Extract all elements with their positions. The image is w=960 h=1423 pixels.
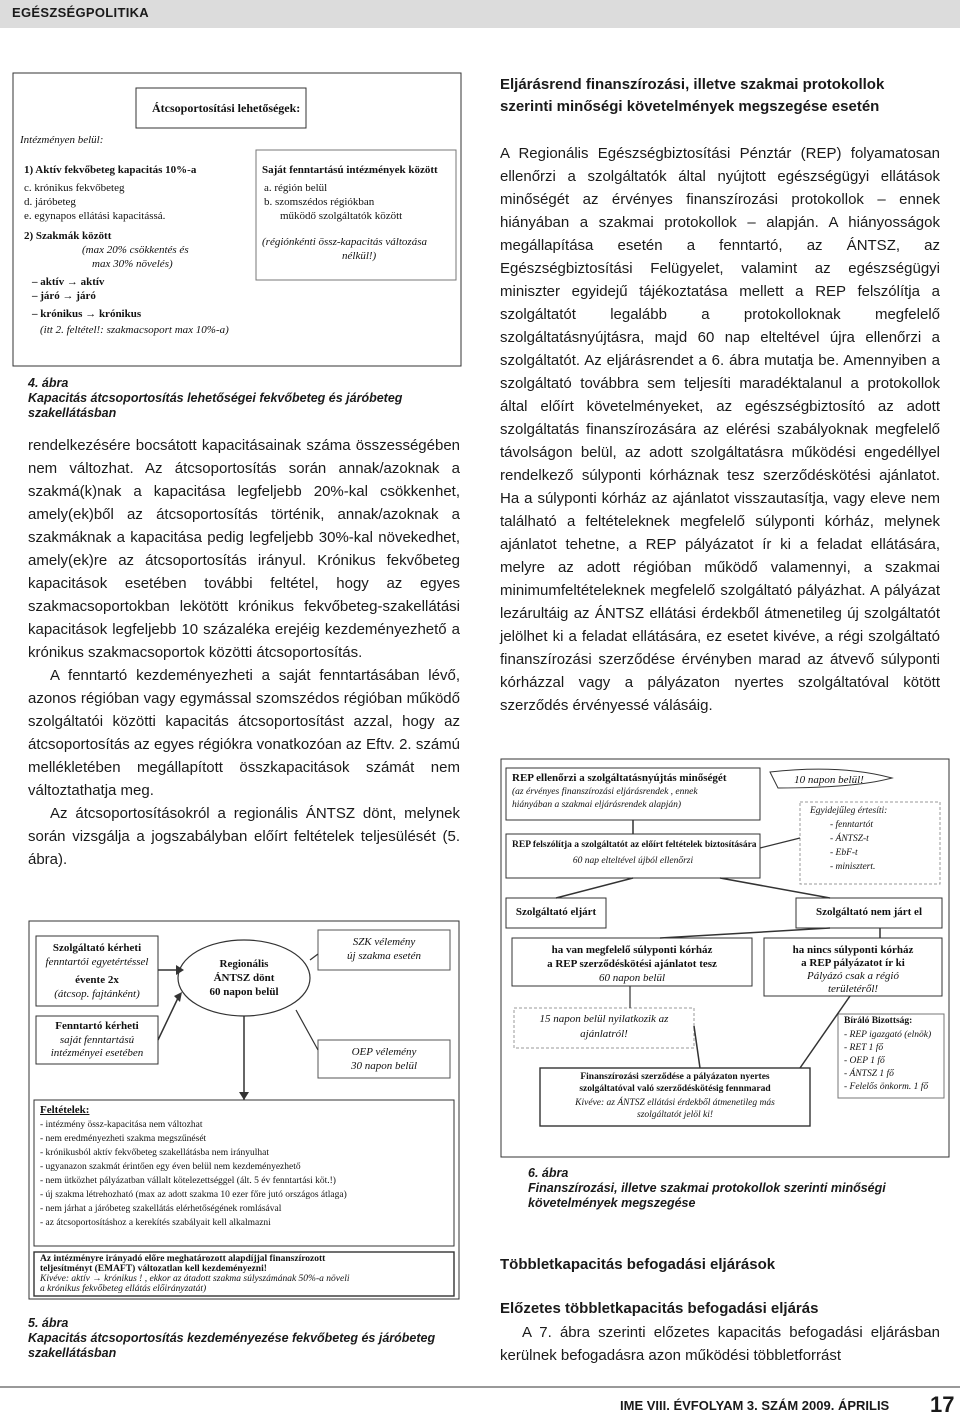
figure-4-item: – járó → járó [32,290,96,302]
figure-5-number: 5. ábra [28,1316,69,1330]
figure-5 [28,920,460,1300]
figure-5-szk-text: SZK vélemény [352,936,416,948]
figure-5-note: a krónikus fekvőbeteg ellátás előirányzatát) [40,1284,207,1294]
figure-6-box-text: hiányában a szakmai eljárásrendek alapján) [512,800,682,810]
figure-5-condition: - nem ütközhet pályázatban vállalt kötelezettséggel (ált. 5 év fenntartási köt.!) [40,1176,336,1186]
figure-5-condition: - nem járhat a járóbeteg szakellátás elérhetőségének romlásával [40,1204,282,1214]
figure-4-item: d. járóbeteg [24,196,76,208]
figure-6-box-text: ha nincs súlyponti kórház [792,944,914,956]
figure-5-szk-text: új szakma esetén [347,950,421,962]
paragraph: rendelkezésére bocsátott kapacitásainak száma összességében nem változhat. Az átcsoportosítás során annak/azoknak a szakmá(k)nak a kapacitása legfeljebb 20%-kal csökkenhet, amely(ek)ből az átcsoportosítás történik, annak/azoknak a szakmáknak a kapacitása pedig legfeljebb 30%-kal növekedhet, amely(ek)re az átcsoportosítás irányul. Krónikus fekvőbeteg kapacitások esetében további feltétel, hogy az egyes szakmacsoportokban lekötött krónikus fekvőbeteg-szakellátási kapacitások legfeljebb 10 százaléka erejéig kezdeményezhető a krónikus szakmacsoportok közötti átcsoportosítás. [28,437,460,661]
figure-6-panel-item: - OEP 1 fő [844,1056,885,1066]
figure-5-note: Kivéve: aktív → krónikus ! , ekkor az átadott szakma súlyszámának 50%-a növeli [40,1274,350,1284]
figure-4-item: e. egynapos ellátási kapacitássá. [24,210,166,222]
figure-4-right-heading: Saját fenntartású intézmények között [262,164,438,176]
figure-5-condition: - az átcsoportosításhoz a kerekítés szabályait kell alkalmazni [40,1218,271,1228]
figure-6-inform: - minisztert. [830,862,876,872]
figure-6 [500,758,950,1158]
subsection-heading: Előzetes többletkapacitás befogadási eljárás [500,1300,819,1317]
figure-6-days: 10 napon belül! [794,774,864,786]
figure-5-caption [28,1316,458,1361]
figure-4-note: nélkül!) [342,250,377,262]
figure-6-box-text: Kivéve: az ÁNTSZ ellátási érdekből átmenetileg más [575,1098,775,1108]
figure-4-item: – aktív → aktív [32,276,105,288]
right-bottom-text [500,1321,940,1367]
figure-5-condition: - új szakma létrehozható (max az adott szakma 10 ezer főre jutó országos átlaga) [40,1190,347,1200]
figure-6-box-text: 60 nap elteltével újból ellenőrzi [572,856,694,866]
figure-6-inform: Egyidejűleg értesíti: [810,806,888,816]
figure-5-decision-text: Regionális [219,958,269,970]
figure-6-panel-item: - REP igazgató (elnök) [844,1030,932,1040]
paragraph: A 7. ábra szerinti előzetes kapacitás befogadási eljárásban kerülnek befogadásra azon működési többletforrást [500,1324,940,1364]
figure-4-item: (max 20% csökkentés és [82,244,189,256]
figure-5-box-text: évente 2x [75,974,119,986]
figure-6-ok: Szolgáltató eljárt [515,906,597,918]
figure-4-title: Átcsoportosítási lehetőségek: [152,101,301,115]
figure-6-box-text: (az érvényes finanszírozási eljárásrendek , ennek [512,787,698,797]
figure-6-box-text: 60 napon belül [599,972,665,984]
figure-5-oep-text: 30 napon belül [351,1060,417,1072]
figure-4-item: – krónikus → krónikus [32,308,142,320]
figure-4-number: 4. ábra [28,376,69,390]
figure-5-box-text: saját fenntartású [59,1034,135,1046]
figure-4-caption [28,376,458,421]
figure-4-right-item: működő szolgáltatók között [280,210,403,222]
figure-5-condition: - krónikusból aktív fekvőbeteg szakellátásba nem irányulhat [40,1148,269,1158]
figure-4 [12,72,462,367]
figure-6-inform: - ÁNTSZ-t [830,834,869,844]
figure-5-note: teljesítményt (EMAFT) változatlan kell kezdeményezni! [40,1264,267,1274]
figure-6-box-text: REP ellenőrzi a szolgáltatásnyújtás minőségét [512,772,727,784]
figure-5-condition: - intézmény össz-kapacitása nem változhat [40,1120,203,1130]
section-heading: Többletkapacitás befogadási eljárások [500,1256,776,1273]
figure-6-box-text: Finanszírozási szerződése a pályázaton nyertes [580,1072,770,1082]
figure-4-item: 2) Szakmák között [24,230,112,242]
figure-4-right-item: b. szomszédos régiókban [264,196,375,208]
page-footer [0,1386,960,1423]
figure-6-box-text: a REP pályázatot ír ki [801,957,905,969]
figure-6-number: 6. ábra [528,1166,569,1180]
page-number: 17 [930,1392,955,1417]
figure-6-panel-title: Bíráló Bizottság: [844,1016,913,1026]
figure-6-box-text: szolgáltatót jelöl ki! [637,1110,713,1120]
figure-4-note: (régiónkénti össz-kapacitás változása [262,236,427,248]
figure-6-box-text: területéről! [827,983,879,995]
figure-5-box-text: (átcsop. fajtánként) [54,988,140,1000]
figure-6-box-text: a REP szerződéskötési ajánlatot tesz [547,958,717,970]
figure-5-oep-text: OEP vélemény [351,1046,417,1058]
figure-6-panel-item: - RET 1 fő [844,1043,884,1053]
figure-6-notok: Szolgáltató nem járt el [816,906,922,918]
figure-4-item: c. krónikus fekvőbeteg [24,182,125,194]
figure-5-box-text: Szolgáltató kérheti [52,942,142,954]
figure-5-caption-text: Kapacitás átcsoportosítás kezdeményezése fekvőbeteg és járóbeteg szakellátásban [28,1331,436,1360]
figure-4-item: max 30% növelés) [92,258,173,270]
figure-5-box-text: intézményei esetében [50,1047,144,1059]
figure-6-box-text: Pályázó csak a régió [807,970,899,982]
right-heading: Eljárásrend finanszírozási, illetve szakmai protokollok szerinti minőségi követelmények megszegése esetén [500,76,885,115]
issue-label: IME VIII. ÉVFOLYAM 3. SZÁM 2009. ÁPRILIS [620,1398,890,1413]
figure-6-inform: - EbF-t [830,848,858,858]
figure-4-item: (itt 2. feltétel!: szakmacsoport max 10%-a) [40,324,229,336]
figure-6-panel-item: - ÁNTSZ 1 fő [844,1069,894,1079]
figure-5-note: Az intézményre irányadó előre meghatározott alapdíjjal finanszírozott [40,1254,326,1264]
figure-6-inform: - fenntartót [830,820,874,830]
figure-4-left-heading: Intézményen belül: [20,134,104,146]
figure-4-item: 1) Aktív fekvőbeteg kapacitás 10%-a [24,164,197,176]
figure-5-conditions-title: Feltételek: [40,1104,90,1116]
left-column [28,434,460,871]
section-label: EGÉSZSÉGPOLITIKA [12,5,149,20]
figure-6-days: 15 napon belül nyilatkozik az [539,1013,669,1025]
figure-5-box-text: fenntartói egyetértéssel [45,956,149,968]
right-column [500,142,940,717]
figure-5-decision-text: 60 napon belül [209,986,279,998]
figure-6-caption [528,1166,948,1211]
paragraph: A Regionális Egészségbiztosítási Pénztár (REP) folyamatosan ellenőrzi a szolgáltatók által nyújtott egészségügyi ellátások minőségét az érvényes finanszírozási protokollok – ennek hiányában a szakmai protokollok – alapján. A hiányosságok megállapítása esetén a fenntartó, az ÁNTSZ, az Egészségbiztosítási Felügyelet, valamint az egészségügyi miniszter egyidejű tájékoztatása mellett a REP felszólítja a szolgáltatót legalább a protokolloknak megfelelő szolgáltatásnyújtásra, majd 60 nap elteltével újra ellenőrzi a szolgáltatót. Az eljárásrendet a 6. ábra mutatja be. Amennyiben a szolgáltató továbbra sem teljesíti maradéktalanul a protokollok által előírt követelményeket, az egészségbiztosító az adott szolgáltatás finanszírozására az elérési szabályoknak megfelelő távolságon belül, az adott szolgáltatásra működési engedéllyel rendelkező súlyponti kórháznak tesz szerződéskötési ajánlatot. Ha a súlyponti kórház az ajánlatot visszautasítja, vagy eleve nem található a feltételeknek megfelelő súlyponti kórház, melynek ajánlatot tehetne, a REP pályázatot ír ki a feladat ellátására, melyre az adott régióban működő valamennyi, a szakmai minimumfeltételeknek megfelelő szolgáltató pályázhat. A pályázat lezárultáig az ÁNTSZ ellátási érdekből átmenetileg új szolgáltatót jelölhet ki a feladat ellátására, ez esetet kivéve, a régi szolgáltató finanszírozási szerződése érvényben marad az átvevő súlyponti kórházzal vagy a pályázaton nyertes szolgáltatóval kötött szerződés érvényessé válásáig. [500,145,940,714]
figure-6-caption-text: Finanszírozási, illetve szakmai protokollok szerinti minőségi követelmények megszegése [528,1181,886,1210]
figure-5-decision-text: ÁNTSZ dönt [213,972,275,984]
figure-6-box-text: szolgáltatóval való szerződéskötésig fennmarad [579,1084,771,1094]
figure-5-condition: - nem eredményezheti szakma megszűnését [40,1134,207,1144]
figure-6-box-text: REP felszólítja a szolgáltatót az előírt feltételek biztosítására [512,840,757,850]
figure-6-box-text: ha van megfelelő súlyponti kórház [551,944,713,956]
section-header-bar [0,0,960,28]
figure-5-box-text: Fenntartó kérheti [55,1020,139,1032]
figure-4-right-item: a. régión belül [264,182,328,194]
paragraph: A fenntartó kezdeményezheti a saját fenntartásában lévő, azonos régióban vagy egymással szomszédos régióban működő szolgáltatói közötti kapacitás átcsoportosítást azzal, hogy az átcsoportosítás az egyes régiókra vonatkozóan az Eftv. 2. számú mellékletében megállapított összkapacitások számát nem változtathatja meg. [28,667,460,799]
footer-rule [0,1386,960,1388]
paragraph: Az átcsoportosításokról a regionális ÁNTSZ dönt, melynek során vizsgálja a jogszabályban előírt feltételek teljesülését (5. ábra). [28,805,460,868]
figure-6-panel-item: - Felelős önkorm. 1 fő [844,1082,929,1092]
figure-6-days: ajánlatról! [580,1028,628,1040]
figure-4-caption-text: Kapacitás átcsoportosítás lehetőségei fekvőbeteg és járóbeteg szakellátásban [28,391,403,420]
figure-5-condition: - ugyanazon szakmát érintően egy éven belül nem kezdeményezhető [40,1162,301,1172]
